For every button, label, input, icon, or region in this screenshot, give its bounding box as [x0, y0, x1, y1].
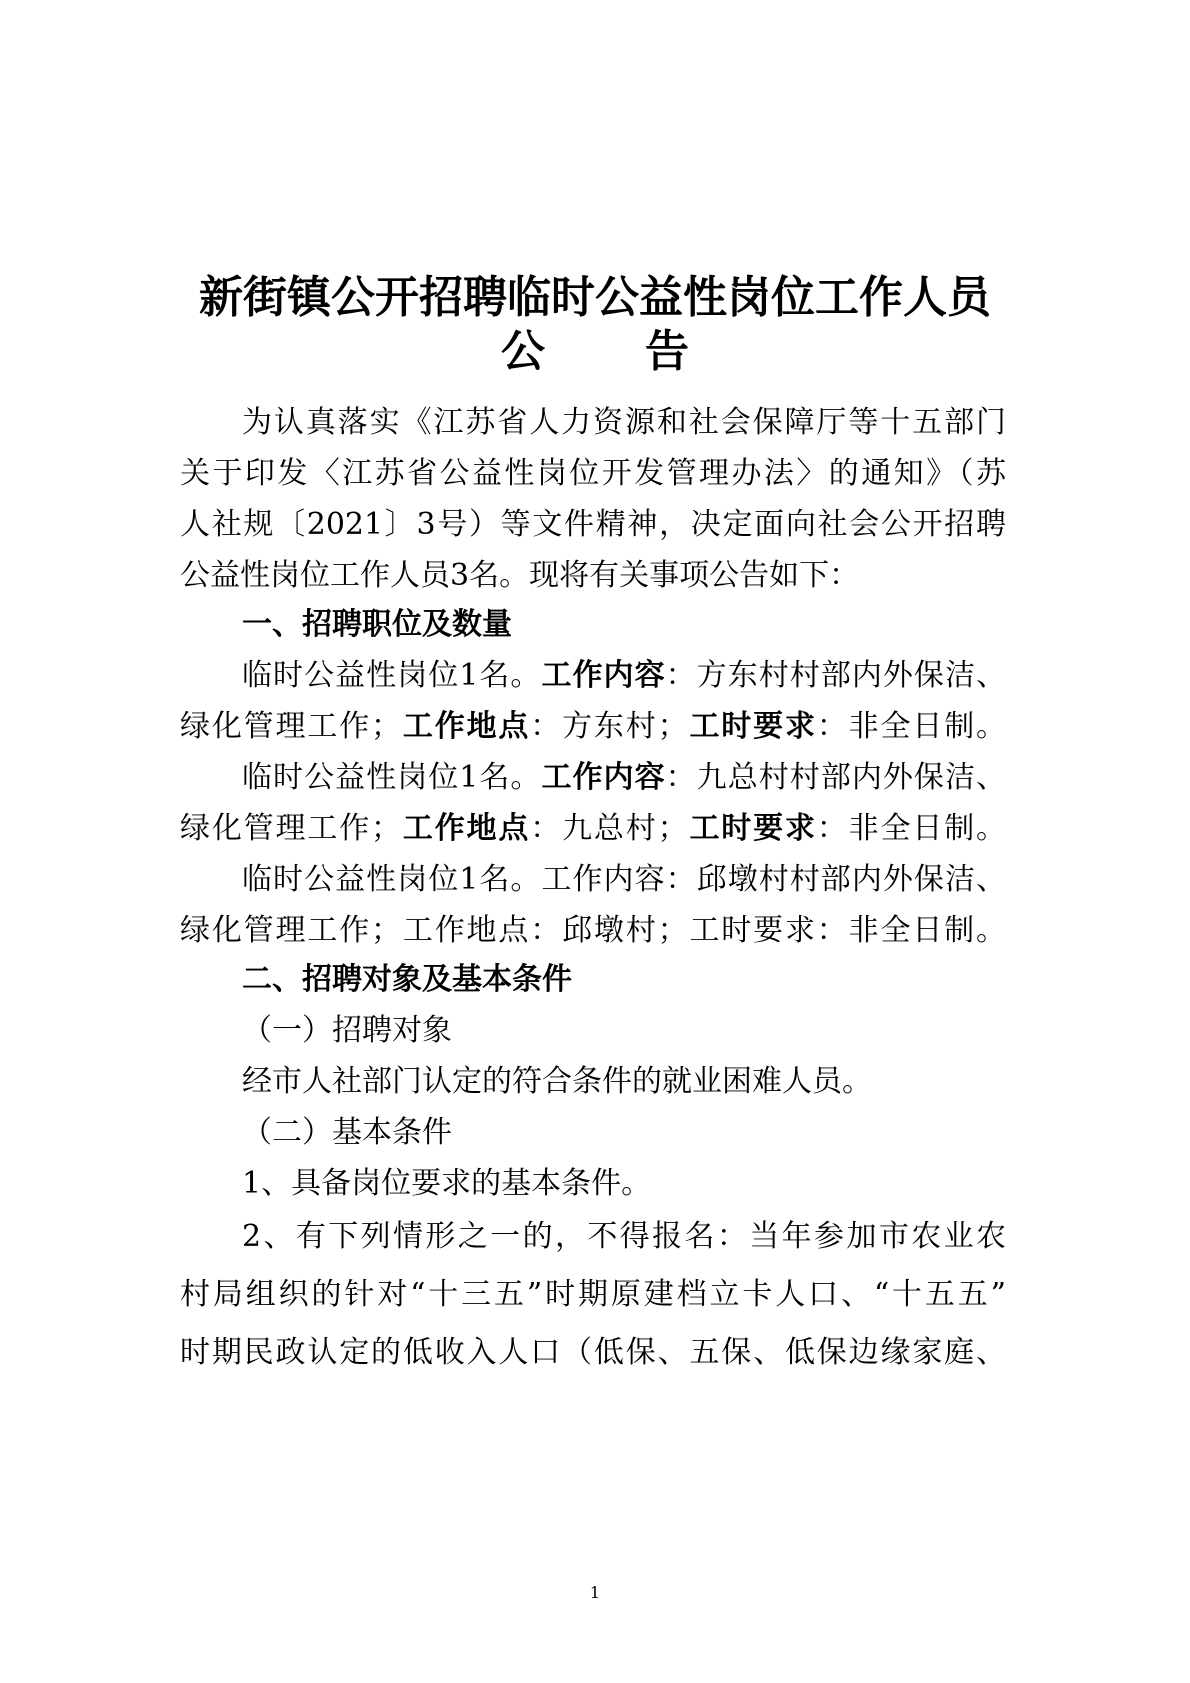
position-2-line-2: 绿化管理工作；工作地点：九总村；工时要求：非全日制。 — [180, 811, 1007, 846]
title-char-2: 告 — [645, 326, 689, 377]
condition-item-1: 1、具备岗位要求的基本条件。 — [242, 1166, 652, 1201]
section-2-heading: 二、招聘对象及基本条件 — [242, 962, 572, 997]
intro-line-1: 为认真落实《江苏省人力资源和社会保障厅等十五部门 — [242, 405, 1006, 440]
position-3-line-1: 临时公益性岗位1名。工作内容：邱墩村村部内外保洁、 — [242, 862, 1006, 897]
document-title: 新街镇公开招聘临时公益性岗位工作人员 — [199, 272, 991, 323]
position-1-line-1: 临时公益性岗位1名。工作内容：方东村村部内外保洁、 — [242, 658, 1007, 693]
intro-line-4: 公益性岗位工作人员3名。现将有关事项公告如下： — [180, 558, 860, 593]
document-title-announcement — [0, 326, 1190, 377]
section-1-heading: 一、招聘职位及数量 — [242, 607, 512, 642]
subsection-1-text: 经市人社部门认定的符合条件的就业困难人员。 — [242, 1064, 872, 1099]
page-number: 1 — [589, 1583, 601, 1602]
condition-item-2-line-2: 村局组织的针对“十三五”时期原建档立卡人口、“十五五” — [180, 1277, 1006, 1312]
title-char-1: 公 — [501, 326, 545, 377]
intro-line-2: 关于印发〈江苏省公益性岗位开发管理办法〉的通知》（苏 — [180, 456, 1006, 491]
condition-item-2-line-1: 2、有下列情形之一的，不得报名：当年参加市农业农 — [242, 1219, 1006, 1254]
subsection-1-heading: （一）招聘对象 — [242, 1013, 452, 1048]
subsection-2-heading: （二）基本条件 — [242, 1115, 452, 1150]
intro-line-3: 人社规〔2021〕3号）等文件精神，决定面向社会公开招聘 — [180, 507, 1006, 542]
condition-item-2-line-3: 时期民政认定的低收入人口（低保、五保、低保边缘家庭、 — [180, 1335, 1006, 1370]
position-3-line-2: 绿化管理工作；工作地点：邱墩村；工时要求：非全日制。 — [180, 913, 1006, 948]
position-1-line-2: 绿化管理工作；工作地点：方东村；工时要求：非全日制。 — [180, 709, 1007, 744]
position-2-line-1: 临时公益性岗位1名。工作内容：九总村村部内外保洁、 — [242, 760, 1007, 795]
